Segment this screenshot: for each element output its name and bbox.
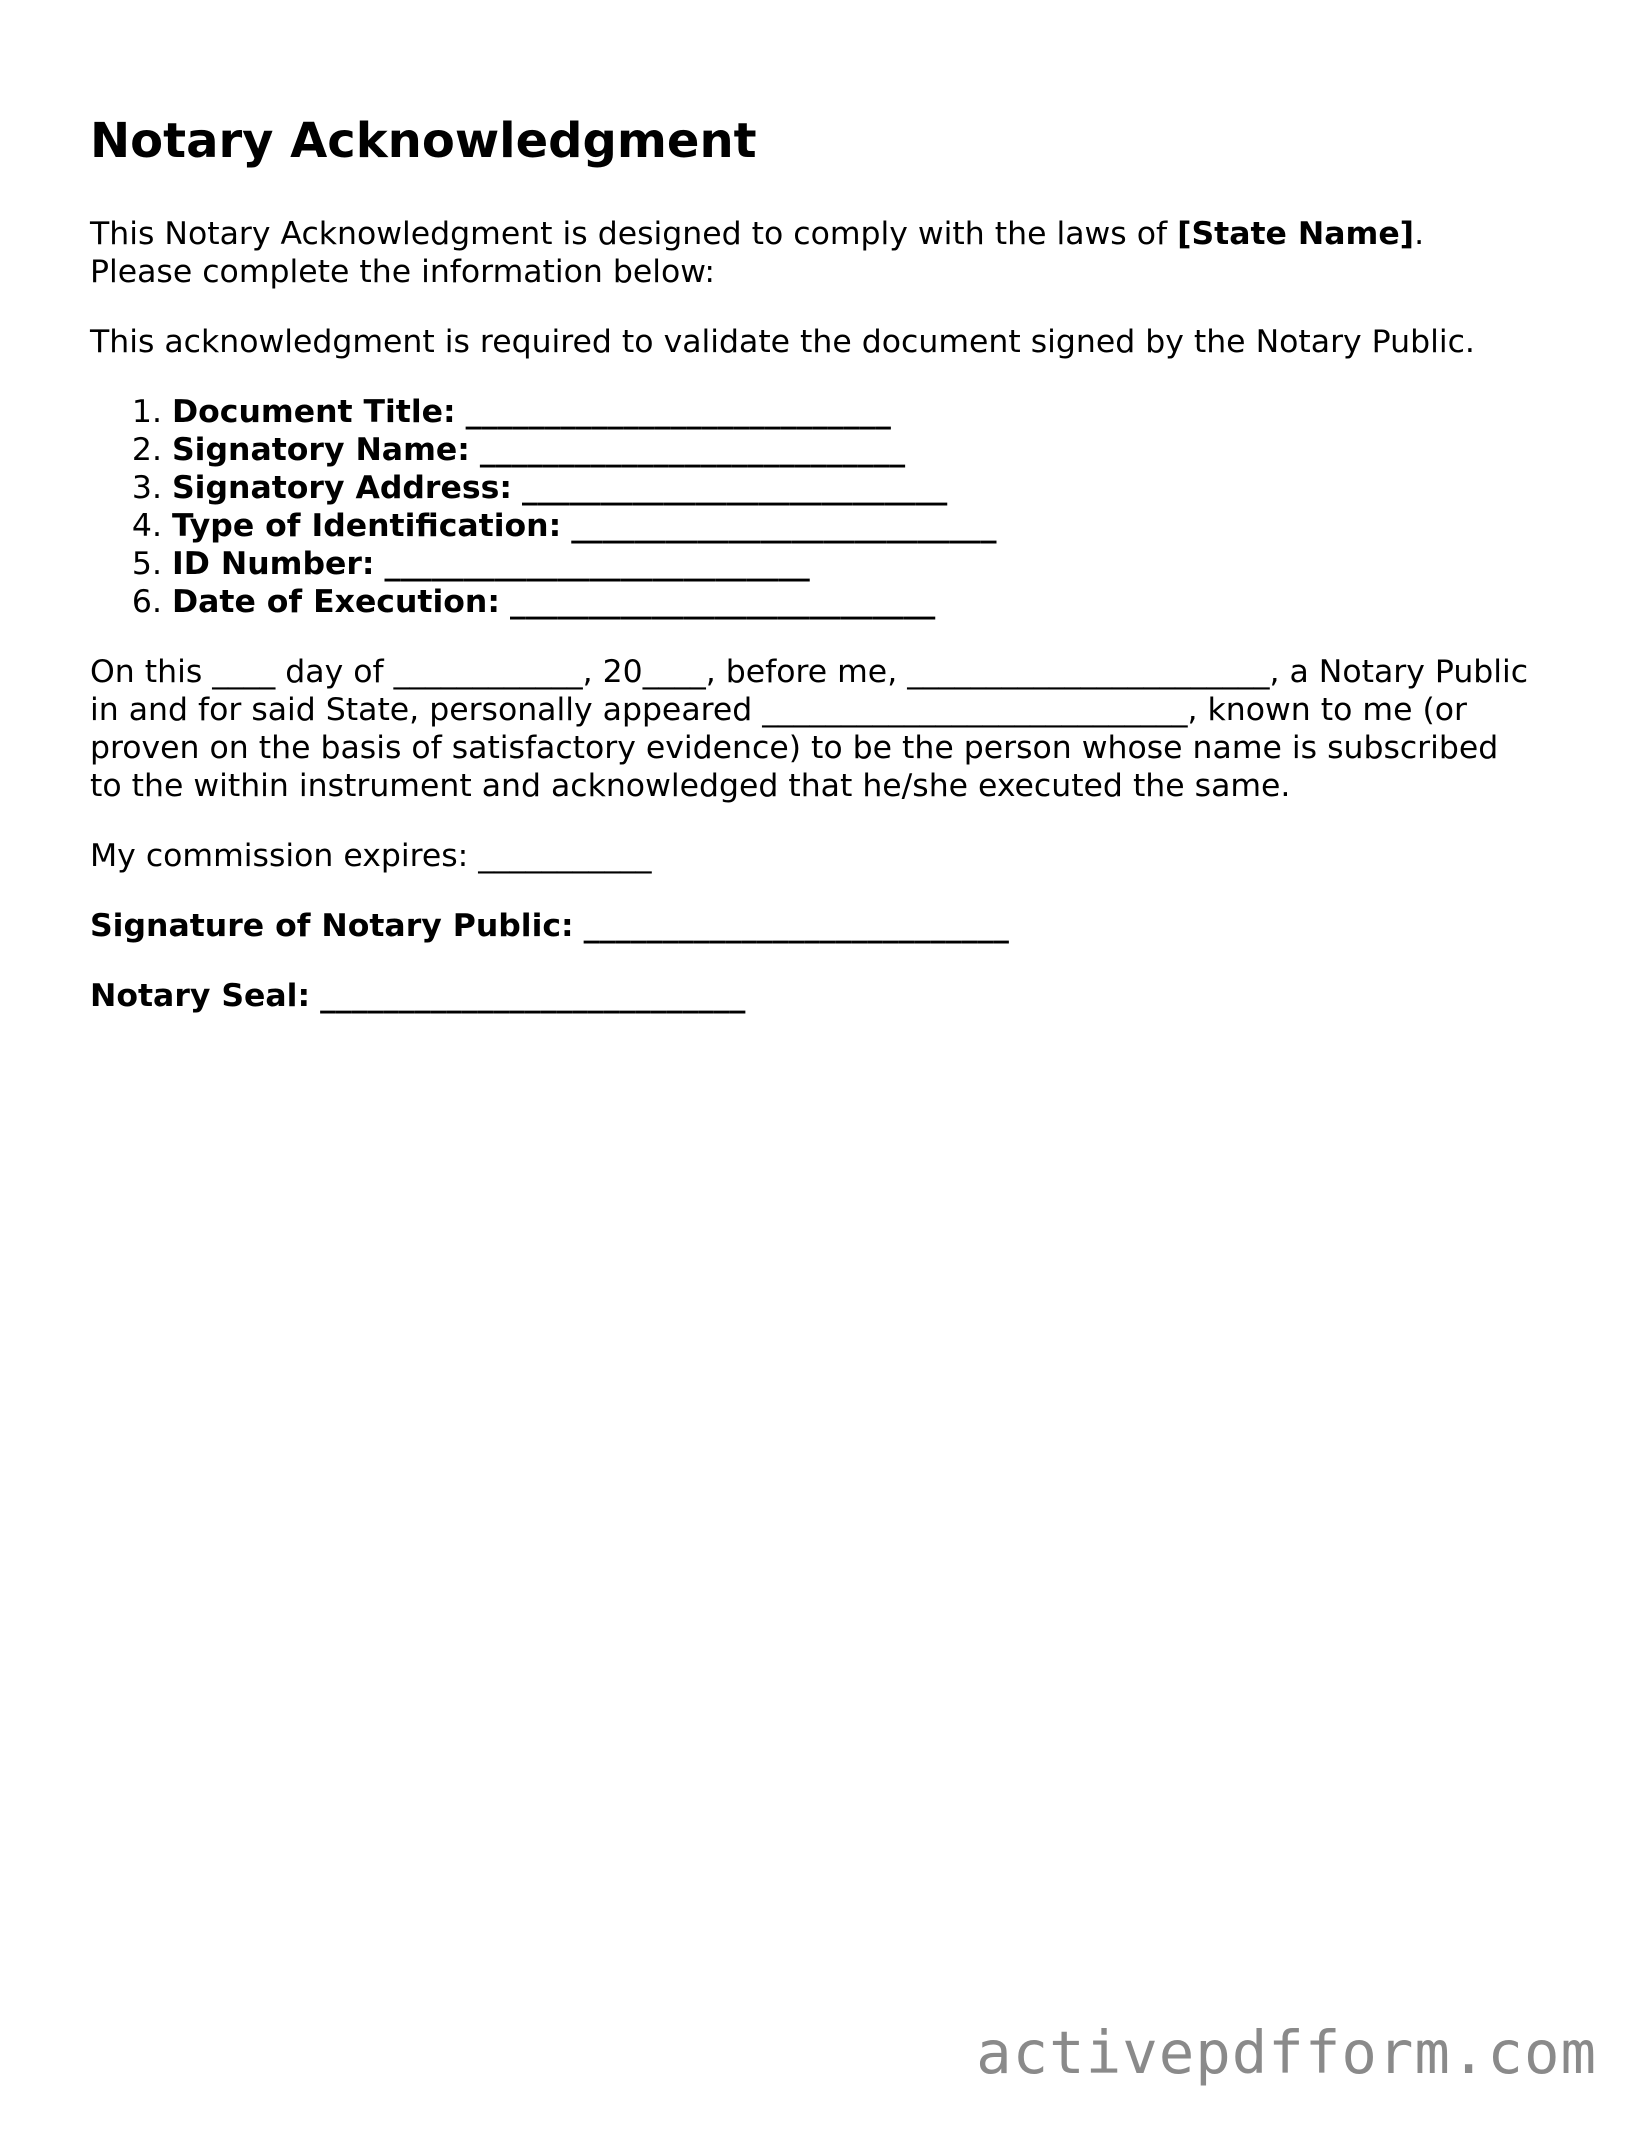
field-signatory-address	[172, 469, 1530, 507]
seal-blank[interactable]: ___________________________	[320, 978, 746, 1014]
intro-prefix: This Notary Acknowledgment is designed to comply with the laws of	[90, 216, 1178, 252]
intro-line2: Please complete the information below:	[90, 254, 715, 290]
signature-blank[interactable]: ___________________________	[583, 908, 1009, 944]
watermark: activepdfform.com	[976, 2018, 1597, 2087]
field-blank[interactable]: ___________________________	[509, 584, 936, 620]
notary-seal-line	[90, 977, 1530, 1015]
field-label: Date of Execution:	[172, 584, 500, 620]
requirement-paragraph: This acknowledgment is required to validate the document signed by the Notary Public.	[90, 324, 1475, 360]
field-id-number	[172, 545, 1530, 583]
field-label: Signatory Address:	[172, 470, 512, 506]
field-label: Document Title:	[172, 394, 456, 430]
field-label: Type of Identification:	[172, 508, 562, 544]
field-blank[interactable]: ___________________________	[384, 546, 810, 582]
intro-suffix: .	[1414, 216, 1425, 252]
field-blank[interactable]: ___________________________	[571, 508, 997, 544]
state-name: [State Name]	[1177, 216, 1415, 252]
notary-signature-line	[90, 907, 1530, 945]
field-date-of-execution	[172, 583, 1530, 621]
field-label: ID Number:	[172, 546, 375, 582]
field-identification-type	[172, 507, 1530, 545]
document-page	[90, 112, 1530, 1047]
field-blank[interactable]: ___________________________	[479, 432, 906, 468]
field-blank[interactable]: ___________________________	[521, 470, 948, 506]
field-label: Signatory Name:	[172, 432, 470, 468]
intro-paragraph	[90, 215, 1530, 291]
acknowledgment-paragraph: On this ____ day of ____________, 20____, before me, _______________________, a Notary Public in and for said State, personally appeared ___________________________, known to me (or proven on the basis of satisfactory evidence) to be the person whose name is subscribed to the within instrument and acknowledged that he/she executed the same.	[90, 654, 1529, 804]
fields-list	[90, 393, 1530, 621]
signature-label: Signature of Notary Public:	[90, 908, 574, 944]
field-document-title	[172, 393, 1530, 431]
seal-label: Notary Seal:	[90, 978, 311, 1014]
commission-expires: My commission expires: ___________	[90, 838, 652, 874]
page-title: Notary Acknowledgment	[90, 113, 757, 169]
field-blank[interactable]: ___________________________	[465, 394, 891, 430]
field-signatory-name	[172, 431, 1530, 469]
